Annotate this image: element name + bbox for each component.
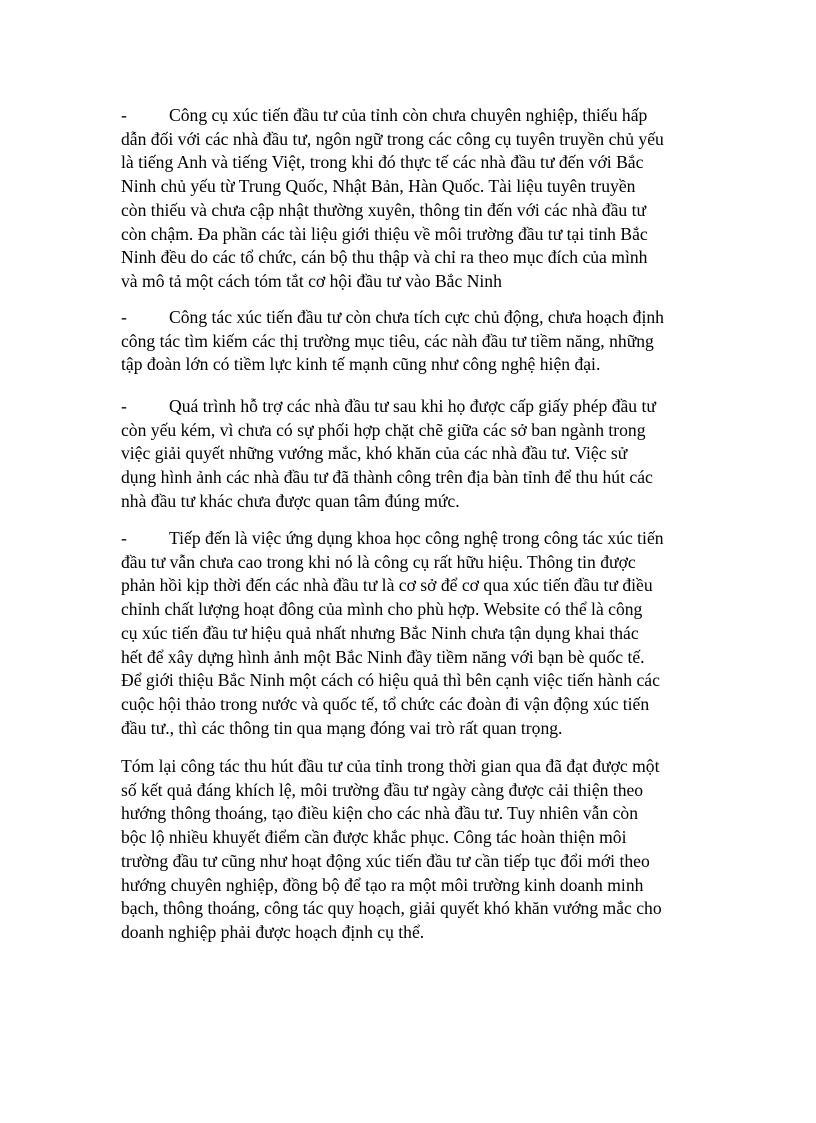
bullet-dash: -	[121, 307, 127, 327]
text-line: doanh nghiệp phải được hoạch định cụ thể.	[121, 921, 425, 942]
text-line: bạch, thông thoáng, công tác quy hoạch, giải quyết khó khăn vướng mắc cho	[121, 898, 662, 919]
text-line: bộc lộ nhiều khuyết điểm cần được khắc phục. Công tác hoàn thiện môi	[121, 827, 627, 848]
text-line: và mô tả một cách tóm tắt cơ hội đầu tư vào Bắc Ninh	[121, 270, 502, 291]
text-line: - Công cụ xúc tiến đầu tư của tỉnh còn chưa chuyên nghiệp, thiếu hấp	[121, 104, 701, 128]
bullet-paragraph-promotion-tools	[121, 104, 701, 294]
bullet-dash: -	[121, 528, 127, 548]
bullet-dash: -	[121, 105, 127, 125]
text-line: trường đầu tư cũng như hoạt động xúc tiến đầu tư cần tiếp tục đổi mới theo	[121, 850, 650, 871]
bullet-paragraph-technology	[121, 527, 701, 740]
text-line: dẫn đối với các nhà đầu tư, ngôn ngữ trong các công cụ tuyên truyền chủ yếu	[121, 128, 664, 149]
summary-paragraph	[121, 755, 701, 945]
text-line: cuộc hội thảo trong nước và quốc tế, tổ chức các đoàn đi vận động xúc tiến	[121, 693, 650, 714]
text-line: còn chậm. Đa phần các tài liệu giới thiệu về môi trường đầu tư tại tỉnh Bắc	[121, 223, 648, 244]
bullet-paragraph-promotion-work	[121, 306, 701, 377]
text-line: Tóm lại công tác thu hút đầu tư của tỉnh trong thời gian qua đã đạt được một	[121, 756, 660, 776]
text-line: phản hồi kịp thời đến các nhà đầu tư là cơ sở để cơ qua xúc tiến đầu tư điều	[121, 575, 653, 596]
text-line: số kết quả đáng khích lệ, môi trường đầu tư ngày càng được cải thiện theo	[121, 779, 644, 800]
text-line: chỉnh chất lượng hoạt đông của mình cho phù hợp. Website có thể là công	[121, 599, 643, 620]
text-line: - Tiếp đến là việc ứng dụng khoa học công nghệ trong công tác xúc tiến	[121, 527, 701, 551]
text-line: còn yếu kém, vì chưa có sự phối hợp chặt chẽ giữa các sở ban ngành trong	[121, 419, 646, 440]
text-line: là tiếng Anh và tiếng Việt, trong khi đó thực tế các nhà đầu tư đến với Bắc	[121, 152, 644, 173]
text-line: đầu tư vẫn chưa cao trong khi nó là công cụ rất hữu hiệu. Thông tin được	[121, 551, 636, 572]
text-line: cụ xúc tiến đầu tư hiệu quả nhất nhưng Bắc Ninh chưa tận dụng khai thác	[121, 622, 639, 643]
text-line: hết để xây dựng hình ảnh một Bắc Ninh đầy tiềm năng với bạn bè quốc tế.	[121, 646, 645, 667]
text-line: hướng thông thoáng, tạo điều kiện cho các nhà đầu tư. Tuy nhiên vẫn còn	[121, 803, 638, 824]
text-line: việc giải quyết những vướng mắc, khó khăn của các nhà đầu tư. Việc sử	[121, 443, 628, 464]
text-line: - Công tác xúc tiến đầu tư còn chưa tích cực chủ động, chưa hoạch định	[121, 306, 701, 330]
text-line: dụng hình ảnh các nhà đầu tư đã thành công trên địa bàn tỉnh để thu hút các	[121, 467, 653, 488]
text-line: - Quá trình hỗ trợ các nhà đầu tư sau khi họ được cấp giấy phép đầu tư	[121, 395, 701, 419]
text-line: Để giới thiệu Bắc Ninh một cách có hiệu quả thì bên cạnh việc tiến hành các	[121, 670, 660, 691]
text-line: Ninh chủ yếu từ Trung Quốc, Nhật Bản, Hàn Quốc. Tài liệu tuyên truyền	[121, 176, 636, 197]
text-line: đầu tư., thì các thông tin qua mạng đóng vai trò rất quan trọng.	[121, 717, 563, 738]
text-line: Ninh đều do các tổ chức, cán bộ thu thập và chỉ ra theo mục đích của mình	[121, 247, 648, 268]
text-line: công tác tìm kiếm các thị trường mục tiêu, các nàh đầu tư tiềm năng, những	[121, 330, 654, 351]
bullet-dash: -	[121, 396, 127, 416]
text-line: tập đoàn lớn có tiềm lực kinh tế mạnh cũng như công nghệ hiện đại.	[121, 354, 601, 375]
text-line: còn thiếu và chưa cập nhật thường xuyên, thông tin đến với các nhà đầu tư	[121, 199, 647, 220]
text-line: hướng chuyên nghiệp, đồng bộ để tạo ra một môi trường kinh doanh minh	[121, 874, 644, 895]
bullet-paragraph-investor-support	[121, 395, 701, 514]
text-line: nhà đầu tư khác chưa được quan tâm đúng mức.	[121, 490, 460, 511]
